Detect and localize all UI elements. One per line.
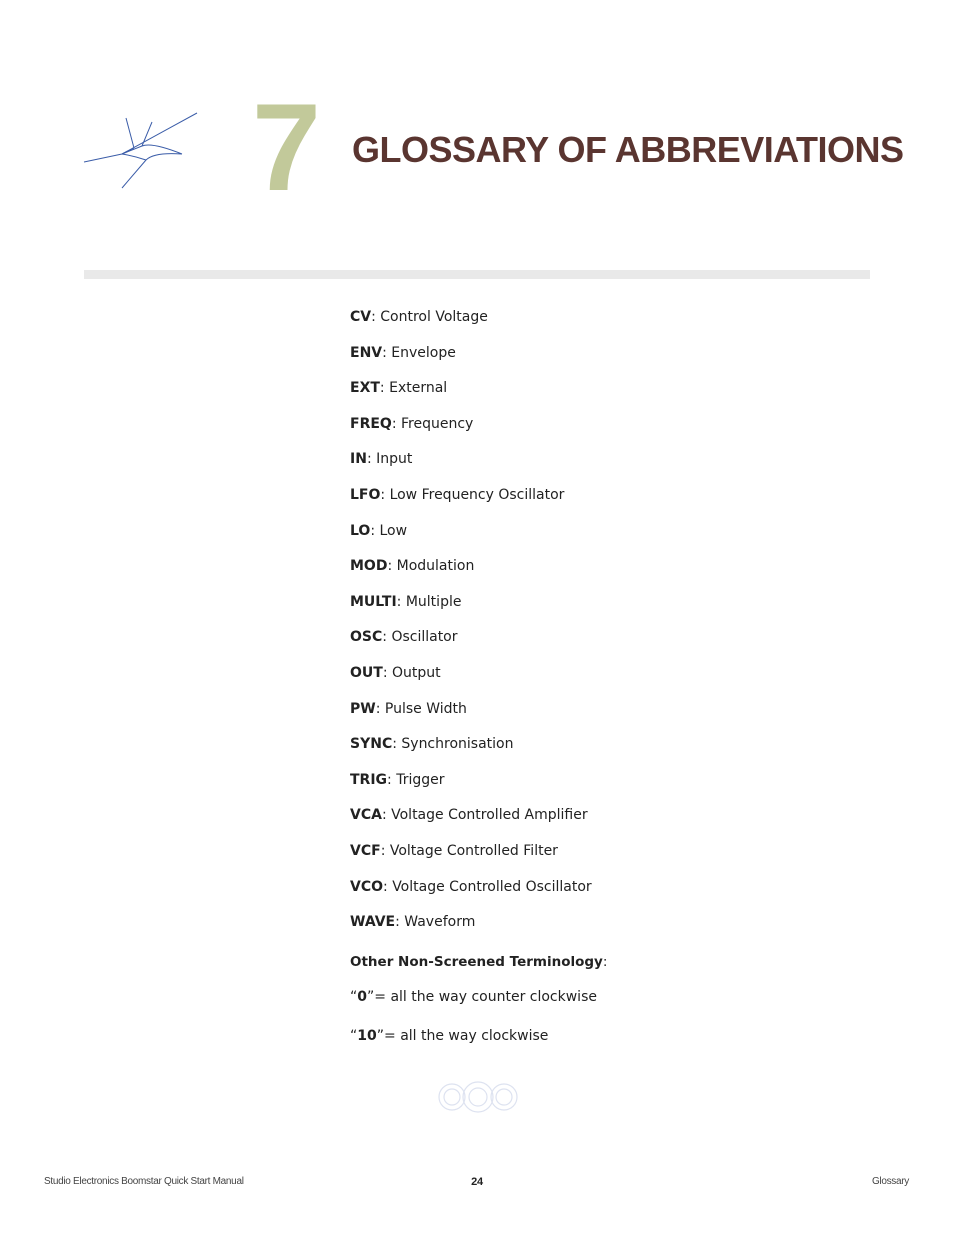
terminology-item: “10”= all the way clockwise bbox=[350, 1027, 549, 1044]
glossary-entry: WAVE: Waveform bbox=[350, 914, 476, 931]
glossary-entry: LFO: Low Frequency Oscillator bbox=[350, 486, 565, 503]
abbreviation: MULTI bbox=[350, 593, 397, 610]
definition: Waveform bbox=[404, 914, 476, 931]
abbreviation: OUT bbox=[350, 664, 383, 681]
abbreviation: MOD bbox=[350, 558, 388, 575]
definition: Oscillator bbox=[391, 629, 458, 646]
glossary-entry: PW: Pulse Width bbox=[350, 700, 467, 717]
chapter-title: GLOSSARY OF ABBREVIATIONS bbox=[352, 129, 904, 170]
other-terminology-heading: Other Non-Screened Terminology: bbox=[350, 953, 608, 970]
terminology-item: “0”= all the way counter clockwise bbox=[350, 988, 597, 1005]
abbreviation: OSC bbox=[350, 629, 383, 646]
abbreviation: FREQ bbox=[350, 415, 392, 432]
definition: Input bbox=[376, 451, 413, 468]
glossary-entry: EXT: External bbox=[350, 380, 448, 397]
glossary-entry: LO: Low bbox=[350, 522, 408, 539]
definition: Synchronisation bbox=[401, 736, 514, 753]
footer-manual-title: Studio Electronics Boomstar Quick Start Manual bbox=[44, 1176, 244, 1187]
knob-value: 10 bbox=[357, 1027, 377, 1044]
glossary-entry: MULTI: Multiple bbox=[350, 593, 462, 610]
glossary-entry: OUT: Output bbox=[350, 664, 441, 681]
abbreviation: LO bbox=[350, 522, 371, 539]
glossary-entry: IN: Input bbox=[350, 451, 413, 468]
definition: Voltage Controlled Amplifier bbox=[391, 807, 588, 824]
terminology-description: = all the way clockwise bbox=[384, 1027, 549, 1044]
abbreviation: EXT bbox=[350, 380, 380, 397]
abbreviation: PW bbox=[350, 700, 376, 717]
definition: Low Frequency Oscillator bbox=[389, 486, 565, 503]
definition: Low bbox=[379, 522, 408, 539]
footer-section: Glossary bbox=[871, 1176, 909, 1187]
abbreviation: WAVE bbox=[350, 914, 396, 931]
page-number: 24 bbox=[471, 1176, 483, 1188]
glossary-entry: SYNC: Synchronisation bbox=[350, 736, 514, 753]
glossary-entry: OSC: Oscillator bbox=[350, 629, 458, 646]
glossary-entry: VCF: Voltage Controlled Filter bbox=[350, 842, 558, 859]
abbreviation: VCO bbox=[350, 878, 384, 895]
definition: Modulation bbox=[396, 558, 475, 575]
definition: Envelope bbox=[391, 344, 456, 361]
glossary-entry: MOD: Modulation bbox=[350, 558, 475, 575]
abbreviation: VCF bbox=[350, 842, 381, 859]
abbreviation: LFO bbox=[350, 486, 381, 503]
glossary-entry: FREQ: Frequency bbox=[350, 415, 474, 432]
divider bbox=[84, 270, 870, 279]
definition: Trigger bbox=[396, 771, 445, 788]
definition: Voltage Controlled Filter bbox=[389, 842, 558, 859]
definition: Pulse Width bbox=[384, 700, 467, 717]
glossary-entry: VCA: Voltage Controlled Amplifier bbox=[350, 807, 588, 824]
definition: Output bbox=[392, 664, 441, 681]
definition: Frequency bbox=[400, 415, 474, 432]
glossary-entry: TRIG: Trigger bbox=[350, 771, 445, 788]
logo-watermark-icon bbox=[436, 1080, 520, 1114]
definition: Voltage Controlled Oscillator bbox=[392, 878, 592, 895]
glossary-entry: VCO: Voltage Controlled Oscillator bbox=[350, 878, 592, 895]
abbreviation: VCA bbox=[350, 807, 382, 824]
knob-value: 0 bbox=[357, 988, 368, 1005]
definition: Multiple bbox=[405, 593, 462, 610]
definition: External bbox=[389, 380, 448, 397]
glossary-list bbox=[350, 305, 870, 1063]
abbreviation: SYNC bbox=[350, 736, 393, 753]
chapter-number: 7 bbox=[252, 79, 319, 217]
definition: Control Voltage bbox=[380, 309, 488, 325]
glossary-entry: CV: Control Voltage bbox=[350, 309, 488, 325]
starburst-icon bbox=[82, 110, 202, 192]
glossary-entry: ENV: Envelope bbox=[350, 344, 456, 361]
abbreviation: TRIG bbox=[350, 771, 388, 788]
abbreviation: IN bbox=[350, 451, 367, 468]
abbreviation: ENV bbox=[350, 344, 383, 361]
abbreviation: CV bbox=[350, 309, 372, 325]
terminology-description: = all the way counter clockwise bbox=[374, 988, 597, 1005]
